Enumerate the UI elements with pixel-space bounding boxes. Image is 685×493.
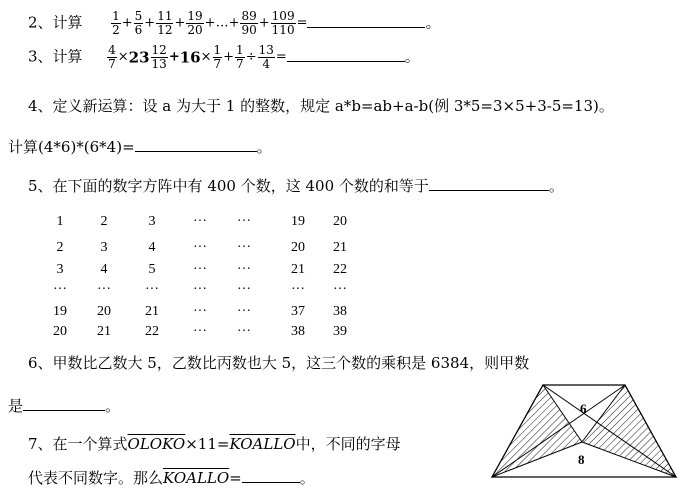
matrix-cell: 21 bbox=[145, 304, 159, 319]
matrix-cell: ··· bbox=[193, 282, 207, 297]
matrix-cell: ··· bbox=[145, 282, 159, 297]
matrix-cell: 2 bbox=[56, 240, 64, 255]
q7-word-oloko: OLOKO bbox=[127, 435, 186, 453]
matrix-cell: ··· bbox=[237, 214, 251, 229]
trapezoid-figure bbox=[488, 382, 680, 482]
matrix-cell: ··· bbox=[333, 282, 347, 297]
matrix-cell: 22 bbox=[333, 262, 347, 277]
q2-label: 2、计算 bbox=[28, 13, 83, 32]
q2-frac-2: $\frac{5}{6}$ bbox=[134, 9, 143, 37]
matrix-cell: 2 bbox=[100, 214, 108, 229]
matrix-cell: 39 bbox=[333, 324, 347, 339]
question-4-line-1: 4、定义新运算：设 a 为大于 1 的整数，规定 a*b=ab+a-b(例 3*5=3×5+3-5=13)。 bbox=[28, 97, 614, 115]
matrix-cell: ··· bbox=[193, 324, 207, 339]
matrix-cell: 19 bbox=[291, 214, 305, 229]
q7-answer-blank[interactable] bbox=[242, 468, 300, 483]
question-2: 2、计算 $\frac{1}{2}$ + $\frac{5}{6}$ + $\frac{11}{12}$ + $\frac{19}{20}$ +…+ $\frac{89}{90}$ + $\frac{109}{110}$ = 。 bbox=[28, 9, 441, 37]
matrix-cell: ··· bbox=[193, 262, 207, 277]
figure-label-6: 6 bbox=[580, 401, 587, 416]
question-7-line-2: 代表不同数字。那么KOALLO= 。 bbox=[28, 469, 315, 487]
q6-answer-blank[interactable] bbox=[23, 396, 105, 411]
matrix-cell: 3 bbox=[100, 240, 108, 255]
matrix-cell: 3 bbox=[148, 214, 156, 229]
question-5: 5、在下面的数字方阵中有 400 个数，这 400 个数的和等于 。 bbox=[28, 177, 564, 195]
figure-label-8: 8 bbox=[578, 452, 585, 467]
matrix-cell: 20 bbox=[333, 214, 347, 229]
matrix-cell: 4 bbox=[148, 240, 156, 255]
matrix-cell: ··· bbox=[237, 324, 251, 339]
matrix-cell: ··· bbox=[291, 282, 305, 297]
question-6-line-2: 是 。 bbox=[8, 397, 121, 415]
q2-frac-1: $\frac{1}{2}$ bbox=[112, 9, 120, 37]
matrix-cell: ··· bbox=[53, 282, 67, 297]
q3-answer-blank[interactable] bbox=[287, 47, 405, 62]
matrix-cell: 37 bbox=[291, 304, 305, 319]
matrix-cell: ··· bbox=[193, 304, 207, 319]
matrix-cell: 20 bbox=[97, 304, 111, 319]
matrix-cell: ··· bbox=[237, 240, 251, 255]
question-4-line-2: 计算(4*6)*(6*4)= 。 bbox=[8, 138, 272, 156]
matrix-cell: 3 bbox=[56, 262, 64, 277]
q2-ellipsis: … bbox=[215, 15, 229, 31]
matrix-cell: ··· bbox=[237, 304, 251, 319]
q2-frac-3: $\frac{11}{12}$ bbox=[157, 9, 173, 37]
matrix-cell: ··· bbox=[97, 282, 111, 297]
matrix-cell: 5 bbox=[148, 262, 156, 277]
q2-answer-blank[interactable] bbox=[307, 13, 425, 28]
question-6-line-1: 6、甲数比乙数大 5，乙数比丙数也大 5，这三个数的乘积是 6384，则甲数 bbox=[28, 354, 530, 372]
matrix-cell: ··· bbox=[193, 240, 207, 255]
q2-frac-4: $\frac{19}{20}$ bbox=[187, 9, 203, 37]
matrix-cell: ··· bbox=[237, 282, 251, 297]
q2-frac-5: $\frac{89}{90}$ bbox=[241, 9, 257, 37]
matrix-cell: ··· bbox=[237, 262, 251, 277]
matrix-cell: 22 bbox=[145, 324, 159, 339]
matrix-cell: 21 bbox=[97, 324, 111, 339]
matrix-cell: 20 bbox=[291, 240, 305, 255]
matrix-cell: 38 bbox=[333, 304, 347, 319]
q4-answer-blank[interactable] bbox=[135, 137, 257, 152]
question-7-line-1: 7、在一个算式OLOKO×11=KOALLO中，不同的字母 bbox=[28, 435, 401, 453]
q2-frac-6: $\frac{109}{110}$ bbox=[271, 9, 295, 37]
matrix-cell: 38 bbox=[291, 324, 305, 339]
matrix-cell: 1 bbox=[56, 214, 64, 229]
matrix-cell: ··· bbox=[193, 214, 207, 229]
q5-answer-blank[interactable] bbox=[429, 176, 549, 191]
matrix-cell: 19 bbox=[53, 304, 67, 319]
question-3: 3、计算 $\frac{4}{7}$ ×23 $\frac{12}{13}$ +16× $\frac{1}{7}$ + $\frac{1}{7}$ ÷ $\frac{13}{4}$ = 。 bbox=[28, 43, 420, 71]
matrix-cell: 20 bbox=[53, 324, 67, 339]
q3-label: 3、计算 bbox=[28, 47, 83, 66]
matrix-cell: 4 bbox=[100, 262, 108, 277]
matrix-cell: 21 bbox=[333, 240, 347, 255]
matrix-cell: 21 bbox=[291, 262, 305, 277]
q7-word-koallo: KOALLO bbox=[229, 435, 296, 453]
